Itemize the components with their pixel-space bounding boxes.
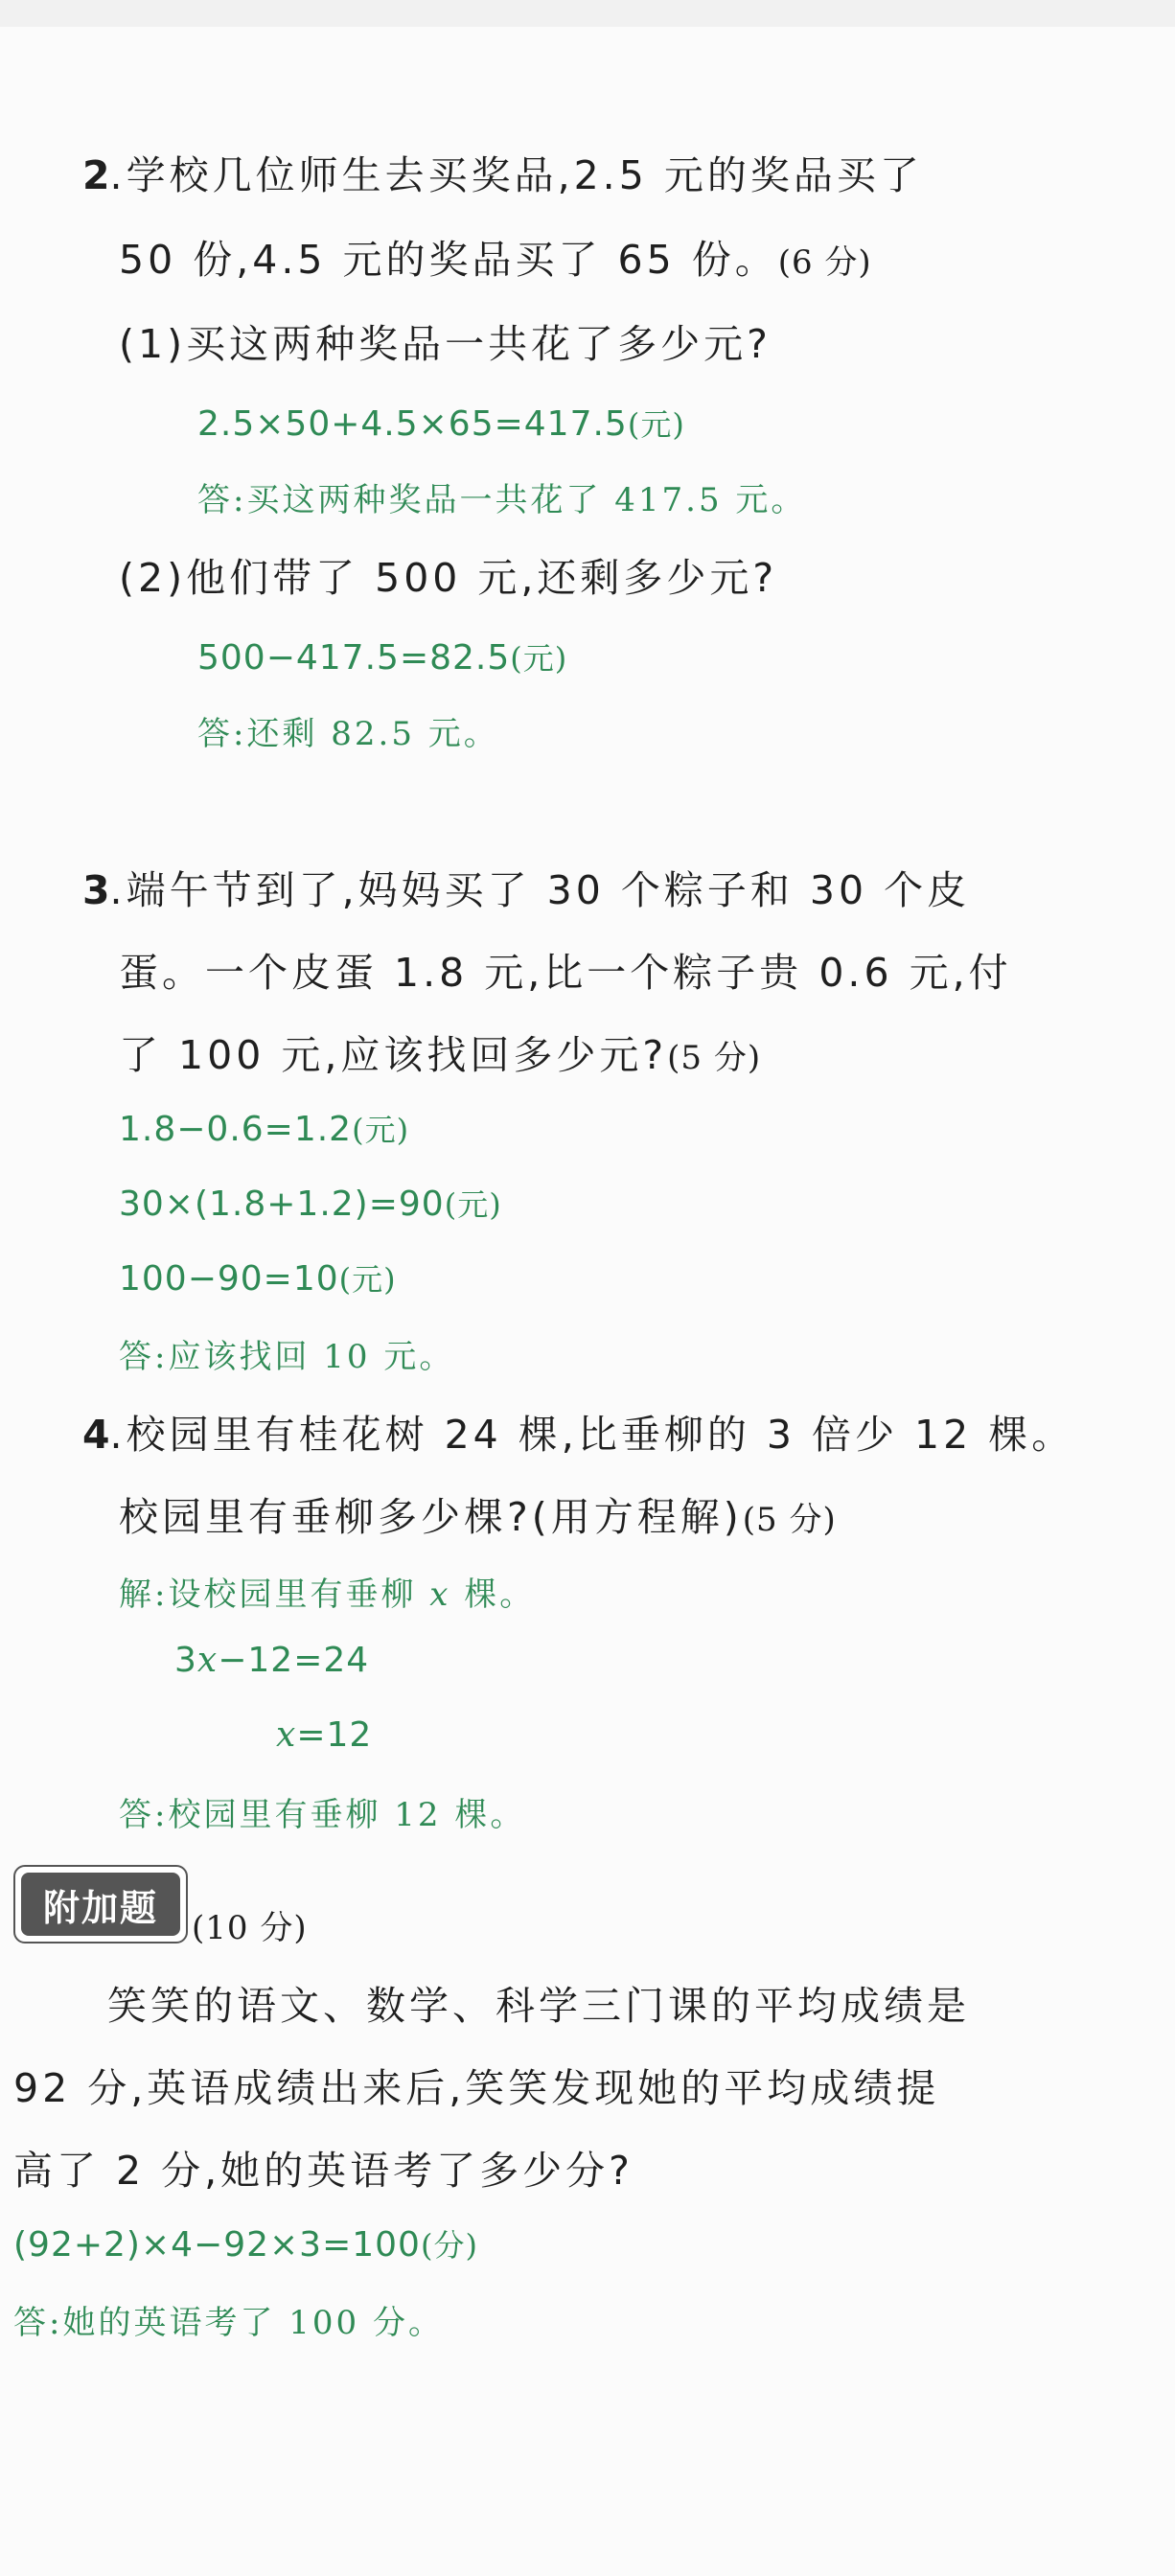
q3-line1	[82, 859, 970, 915]
q2-sub2-question	[119, 546, 777, 603]
q2-text-2: 50 份,4.5 元的奖品买了 65 份。	[119, 237, 778, 283]
q2-number: 2	[82, 152, 110, 198]
bonus-badge	[13, 1865, 188, 1944]
q4-answer: 答:校园里有垂柳 12 棵。	[119, 1796, 526, 1834]
q4-points: (5 分)	[742, 1501, 837, 1539]
bonus-line1: 笑笑的语文、数学、科学三门课的平均成绩是	[107, 1983, 970, 2029]
q3-calc3	[119, 1255, 397, 1300]
q4-eq1-var: x	[196, 1641, 219, 1680]
q2-sub1-calc-unit: (元)	[627, 406, 685, 443]
q2-line1	[82, 144, 923, 200]
q4-setup-b: 棵。	[464, 1576, 536, 1614]
q4-text-1: .校园里有桂花树 24 棵,比垂柳的 3 倍少 12 棵。	[109, 1412, 1075, 1458]
q2-sub1-calc-expr: 2.5×50+4.5×65=417.5	[197, 404, 628, 444]
q3-text-3: 了 100 元,应该找回多少元?	[119, 1032, 668, 1078]
bonus-calc-unit: (分)	[420, 2227, 478, 2264]
q3-calc2-unit: (元)	[444, 1186, 502, 1223]
q3-calc3-unit: (元)	[338, 1261, 397, 1298]
q4-line2	[119, 1485, 837, 1542]
q2-text-1: .学校几位师生去买奖品,2.5 元的奖品买了	[109, 152, 923, 198]
q2-sub2-text: 他们带了 500 元,还剩多少元?	[186, 555, 778, 601]
q4-setup-var: x	[429, 1576, 451, 1614]
q3-line2: 蛋。一个皮蛋 1.8 元,比一个粽子贵 0.6 元,付	[119, 950, 1012, 996]
q3-number: 3	[82, 867, 110, 913]
q3-line3	[119, 1024, 761, 1080]
q4-setup	[119, 1568, 535, 1615]
q2-points: (6 分)	[777, 243, 872, 282]
q2-sub2-calc	[197, 634, 567, 678]
bonus-answer: 答:她的英语考了 100 分。	[13, 2304, 444, 2342]
q4-eq2-b: =12	[296, 1715, 373, 1755]
top-band	[0, 0, 1175, 27]
bonus-calc-expr: (92+2)×4−92×3=100	[13, 2225, 421, 2265]
q4-setup-a: 解:设校园里有垂柳	[119, 1576, 417, 1614]
q3-calc2	[119, 1181, 502, 1225]
q3-text-1: .端午节到了,妈妈买了 30 个粽子和 30 个皮	[109, 867, 971, 913]
bonus-calc	[13, 2221, 478, 2266]
q2-sub1-question	[119, 312, 772, 369]
q2-sub2-label: (2)	[119, 555, 187, 601]
q2-sub1-text: 买这两种奖品一共花了多少元?	[186, 321, 772, 367]
q2-sub1-label: (1)	[119, 321, 187, 367]
q2-sub1-answer: 答:买这两种奖品一共花了 417.5 元。	[197, 481, 807, 519]
q2-sub2-calc-unit: (元)	[510, 640, 568, 677]
q3-calc1	[119, 1106, 409, 1150]
bonus-badge-label: 附加题	[21, 1873, 180, 1936]
q4-eq1-b: −12=24	[218, 1641, 370, 1680]
q4-eq2-var: x	[276, 1715, 297, 1755]
q3-calc1-expr: 1.8−0.6=1.2	[119, 1110, 353, 1149]
bonus-line3: 高了 2 分,她的英语考了多少分?	[13, 2148, 634, 2194]
q3-calc1-unit: (元)	[352, 1112, 410, 1148]
q4-eq1	[174, 1641, 369, 1680]
q4-text-2: 校园里有垂柳多少棵?(用方程解)	[119, 1494, 743, 1540]
q2-line2	[119, 228, 872, 285]
q2-sub1-calc	[197, 401, 685, 445]
q4-line1	[82, 1403, 1074, 1460]
q2-sub2-calc-expr: 500−417.5=82.5	[197, 638, 511, 678]
q4-number: 4	[82, 1412, 110, 1458]
q2-sub2-answer: 答:还剩 82.5 元。	[197, 715, 499, 753]
q3-answer: 答:应该找回 10 元。	[119, 1338, 455, 1376]
q4-eq1-a: 3	[174, 1641, 197, 1680]
q3-points: (5 分)	[667, 1039, 762, 1077]
q3-calc3-expr: 100−90=10	[119, 1259, 339, 1299]
q4-eq2	[276, 1715, 372, 1755]
q3-calc2-expr: 30×(1.8+1.2)=90	[119, 1184, 445, 1224]
bonus-points: (10 分)	[192, 1909, 308, 1947]
bonus-line2: 92 分,英语成绩出来后,笑笑发现她的平均成绩提	[13, 2065, 940, 2111]
